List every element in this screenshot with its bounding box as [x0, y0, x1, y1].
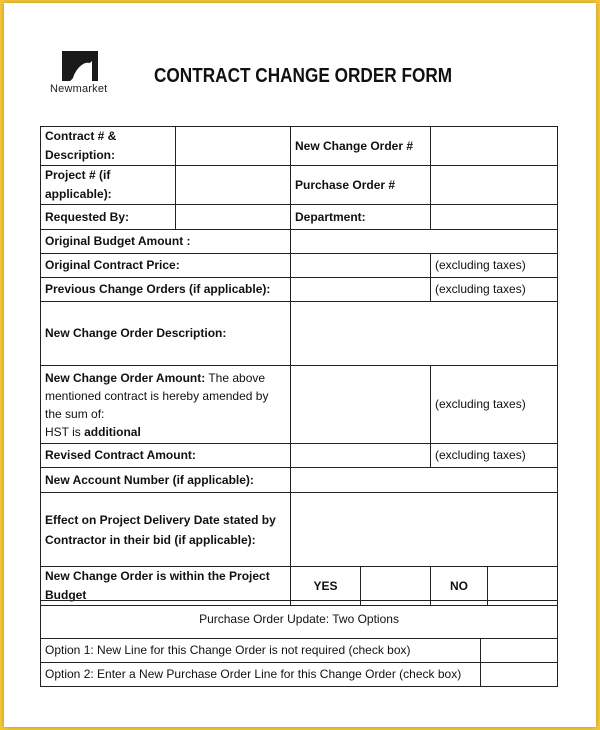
new-change-amount-field[interactable]	[291, 366, 431, 444]
new-account-label: New Account Number (if applicable):	[41, 468, 291, 493]
original-budget-field[interactable]	[291, 230, 558, 254]
new-account-field[interactable]	[291, 468, 558, 493]
new-change-desc-field[interactable]	[291, 302, 558, 366]
contract-change-order-table	[40, 126, 558, 606]
excluding-taxes-2: (excluding taxes)	[431, 278, 558, 302]
new-change-order-no-label: New Change Order #	[291, 127, 431, 166]
requested-by-field[interactable]	[176, 205, 291, 230]
excluding-taxes-1: (excluding taxes)	[431, 254, 558, 278]
newmarket-logo	[50, 51, 120, 95]
effect-delivery-field[interactable]	[291, 493, 558, 567]
no-label: NO	[431, 567, 488, 606]
revised-contract-label: Revised Contract Amount:	[41, 444, 291, 468]
option1-label: Option 1: New Line for this Change Order is not required (check box)	[41, 639, 481, 663]
option2-label: Option 2: Enter a New Purchase Order Line for this Change Order (check box)	[41, 663, 481, 687]
new-change-order-no-field[interactable]	[431, 127, 558, 166]
po-update-title: Purchase Order Update: Two Options	[41, 601, 558, 639]
department-field[interactable]	[431, 205, 558, 230]
purchase-order-field[interactable]	[431, 166, 558, 205]
new-change-amount-text: The above mentioned contract is hereby amended by the sum of:	[45, 370, 269, 421]
revised-contract-field[interactable]	[291, 444, 431, 468]
contract-desc-label: Contract # & Description:	[41, 127, 176, 166]
department-label: Department:	[291, 205, 431, 230]
new-change-amount-label: New Change Order Amount:	[45, 370, 206, 385]
purchase-order-label: Purchase Order #	[291, 166, 431, 205]
newmarket-logo-icon	[62, 51, 98, 81]
excluding-taxes-3: (excluding taxes)	[431, 366, 558, 444]
additional-text: additional	[84, 424, 141, 439]
option2-checkbox[interactable]	[481, 663, 558, 687]
excluding-taxes-4: (excluding taxes)	[431, 444, 558, 468]
requested-by-label: Requested By:	[41, 205, 176, 230]
previous-change-orders-field[interactable]	[291, 278, 431, 302]
document-page	[4, 3, 596, 727]
original-contract-label: Original Contract Price:	[41, 254, 291, 278]
form-title: CONTRACT CHANGE ORDER FORM	[154, 65, 453, 87]
yes-label: YES	[291, 567, 361, 606]
previous-change-orders-label: Previous Change Orders (if applicable):	[41, 278, 291, 302]
effect-delivery-label: Effect on Project Delivery Date stated by Contractor in their bid (if applicable):	[41, 493, 291, 567]
project-no-field[interactable]	[176, 166, 291, 205]
within-budget-label: New Change Order is within the Project Budget	[41, 567, 291, 606]
purchase-order-update-table	[40, 600, 558, 687]
option1-checkbox[interactable]	[481, 639, 558, 663]
logo-text: Newmarket	[50, 83, 108, 95]
original-budget-label: Original Budget Amount :	[41, 230, 291, 254]
project-no-label: Project # (if applicable):	[41, 166, 176, 205]
hst-is-text: HST is	[45, 424, 85, 439]
original-contract-field[interactable]	[291, 254, 431, 278]
new-change-desc-label: New Change Order Description:	[41, 302, 291, 366]
new-change-amount-cell	[41, 366, 291, 444]
contract-desc-field[interactable]	[176, 127, 291, 166]
